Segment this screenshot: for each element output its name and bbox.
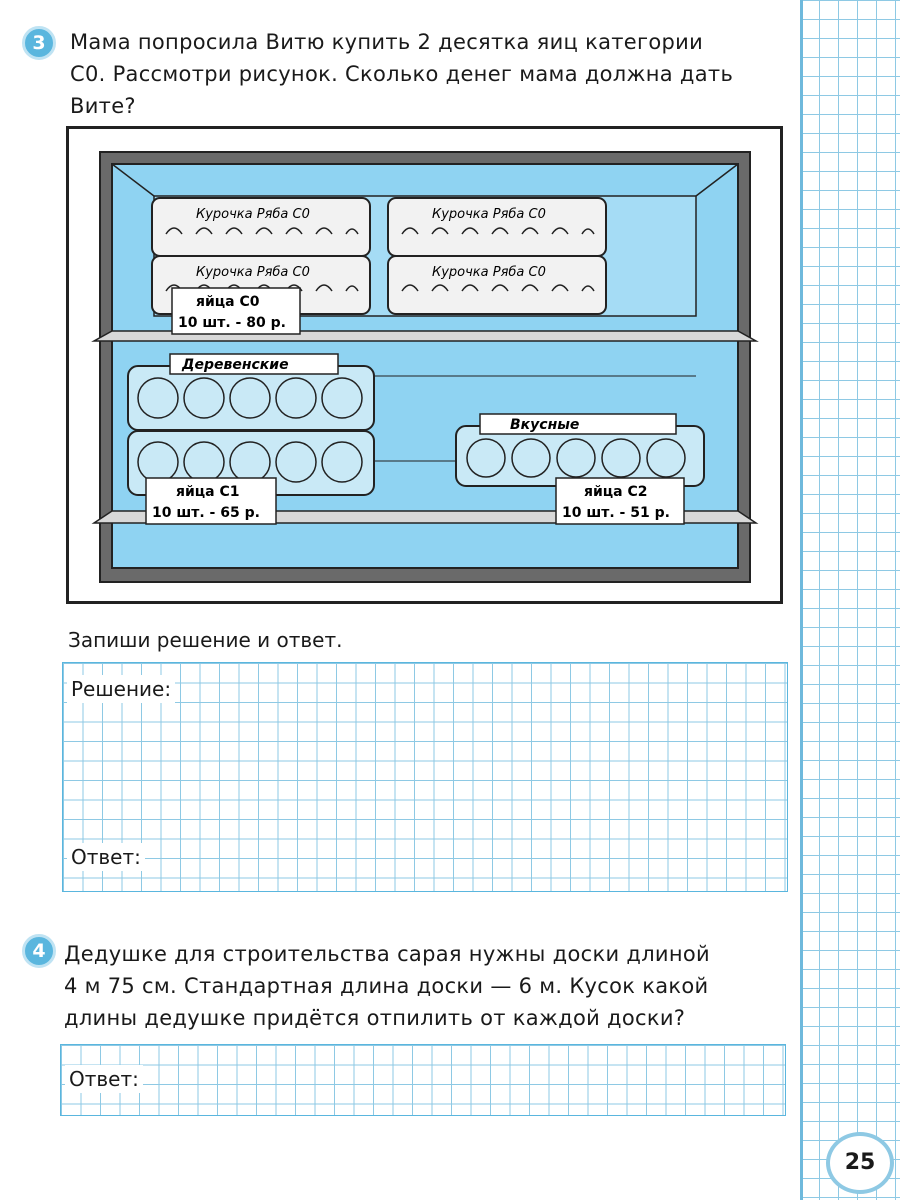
task-4-line-1: Дедушке для строительства сарая нужны доски длиной (64, 942, 710, 966)
task-4-line-3: длины дедушке придётся отпилить от каждой доски? (64, 1006, 686, 1030)
task-3-number: 3 (22, 26, 56, 60)
margin-grid (800, 0, 900, 1200)
carton-label-derevenskie: Деревенские (182, 357, 289, 373)
price-tag-c1 (146, 478, 276, 524)
task-3-line-3: Вите? (70, 94, 136, 118)
carton-stack-top-right (388, 198, 606, 314)
price-tag-c0-price: 10 шт. - 80 р. (178, 315, 286, 331)
price-tag-c0 (172, 288, 300, 334)
carton-brand-2: Курочка Ряба С0 (196, 265, 310, 280)
task-3-answer-label: Ответ: (67, 843, 145, 871)
carton-brand-1: Курочка Ряба С0 (196, 207, 310, 222)
task-3-solution-grid[interactable] (62, 662, 788, 892)
task-4-number: 4 (22, 934, 56, 968)
page-number: 25 (826, 1132, 894, 1194)
price-tag-c0-name: яйца С0 (196, 294, 260, 310)
price-tag-c1-name: яйца С1 (176, 484, 240, 500)
carton-brand-4: Курочка Ряба С0 (432, 265, 546, 280)
task-3-instruction: Запиши решение и ответ. (68, 628, 343, 652)
carton-brand-3: Курочка Ряба С0 (432, 207, 546, 222)
task-4-answer-grid[interactable] (60, 1044, 786, 1116)
price-tag-c2-price: 10 шт. - 51 р. (562, 505, 670, 521)
task-3-line-1: Мама попросила Витю купить 2 десятка яиц категории (70, 30, 704, 54)
egg-shelf-illustration (66, 126, 783, 604)
carton-bottom-right (456, 414, 704, 486)
task-3-line-2: С0. Рассмотри рисунок. Сколько денег мама должна дать (70, 62, 734, 86)
solution-label: Решение: (67, 675, 175, 703)
task-4-answer-label: Ответ: (65, 1065, 143, 1093)
carton-label-vkusnye: Вкусные (510, 417, 580, 433)
price-tag-c2 (556, 478, 684, 524)
price-tag-c1-price: 10 шт. - 65 р. (152, 505, 260, 521)
price-tag-c2-name: яйца С2 (584, 484, 648, 500)
carton-stack-bottom-left (128, 354, 374, 495)
task-4-line-2: 4 м 75 см. Стандартная длина доски — 6 м. Кусок какой (64, 974, 709, 998)
